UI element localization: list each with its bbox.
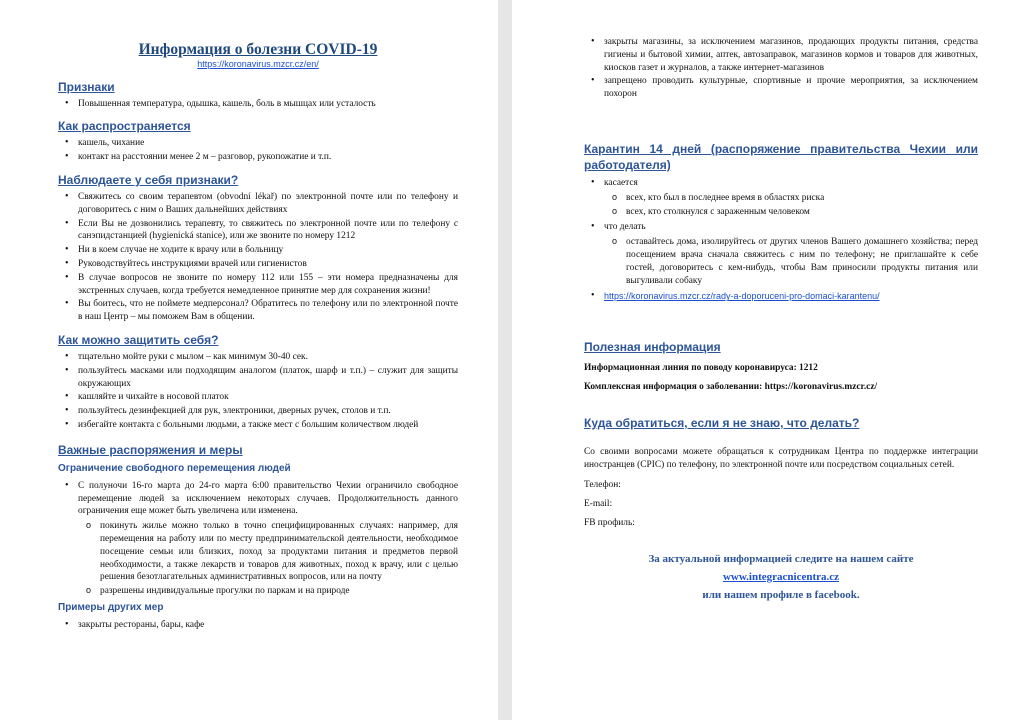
list-item: • Вы боитесь, что не поймете медперсонал? Обратитесь по телефону или по электронной почте в наш Центр – мы поможем Вам в общении. (78, 298, 458, 324)
other-measures-subheading: Примеры других мер (58, 601, 164, 613)
protect-heading: Как можно защитить себя? (58, 332, 219, 347)
concerns-list (604, 192, 978, 219)
protect-list (58, 351, 458, 432)
where-to-turn-heading: Куда обратиться, если я не знаю, что делать? (584, 415, 860, 430)
useful-info-heading: Полезная информация (584, 340, 721, 355)
list-item: • закрыты магазины, за исключением магазинов, продающих продукты питания, средства гигиены и бытовой химии, аптек, автозаправок, магазинов кормов и товаров для животных, киосков газет и журналов, а также интернет-магазинов (604, 36, 978, 74)
restriction-text: С полуночи 16-го марта до 24-го марта 6:00 правительство Чехии ограничило свободное перемещение людей за исключением некоторых случаев. Продолжительность данного ограничения еще может быть увеличена или изменена. (78, 480, 458, 517)
observe-list (58, 191, 458, 324)
footer-line-1: За актуальной информацией следите на нашем сайте (648, 552, 914, 565)
list-item: o покинуть жилье можно только в точно специфицированных случаях: например, для перемещения на работу или по месту предпринимательской деятельности, необходимое посещение семьи или близких, поход за продуктами питания и предметов первой необходимости, а также лекарств и товаров для животных, поход к врачу, или с целью решения безотлагательных административных вопросов, или на почту (100, 520, 458, 584)
list-item: • Если Вы не дозвонились терапевту, то свяжитесь по электронной почте или по телефону с санэпидстанцией (hygienická stanice), или же звоните по номеру 1212 (78, 218, 458, 244)
list-item: o всех, кто столкнулся с зараженным человеком (626, 206, 978, 219)
observe-heading: Наблюдаете у себя признаки? (58, 172, 239, 187)
examples-list-continued (584, 36, 978, 101)
measures-heading: Важные распоряжения и меры (58, 442, 243, 457)
list-item (604, 290, 978, 304)
quarantine-list (584, 177, 978, 304)
list-item (604, 177, 978, 218)
list-item (604, 221, 978, 287)
website-link[interactable]: www.integracnicentra.cz (722, 570, 840, 583)
document-title: Информация о болезни COVID-19 (138, 41, 378, 58)
todo-label: что делать (604, 222, 646, 233)
list-item: • В случае вопросов не звоните по номеру 112 или 155 – эти номера предназначены для экстренных случаев, когда требуется немедленное принятие мер для сохранения жизни! (78, 272, 458, 298)
document-page-1 (0, 0, 498, 720)
list-item: o всех, кто был в последнее время в областях риска (626, 192, 978, 205)
exceptions-list (78, 520, 458, 598)
list-item: • пользуйтесь масками или подходящим аналогом (платок, шарф и т.п.) – служит для защиты окружающих (78, 365, 458, 391)
info-comprehensive: Комплексная информация о заболевании: https://koronavirus.mzcr.cz/ (584, 381, 878, 392)
list-item: • Руководствуйтесь инструкциями врачей или гигиенистов (78, 258, 458, 271)
list-item: • Ни в коем случае не ходите к врачу или в больницу (78, 244, 458, 257)
list-item: • запрещено проводить культурные, спортивные и прочие мероприятия, за исключением похорон (604, 75, 978, 101)
signs-list (58, 98, 458, 111)
list-item: • кашляйте и чихайте в носовой платок (78, 391, 458, 404)
quarantine-heading: Карантин 14 дней (распоряжение правительства Чехии или работодателя) (584, 141, 978, 172)
list-item: • закрыты рестораны, бары, кафе (78, 619, 458, 632)
footer-note (584, 550, 978, 604)
contact-description: Со своими вопросами можете обращаться к сотрудникам Центра по поддержке интеграции иностранцев (CPIC) по телефону, по электронной почте или посредством социальных сетей. (584, 446, 978, 470)
list-item (78, 480, 458, 598)
list-item: o оставайтесь дома, изолируйтесь от других членов Вашего домашнего хозяйства; перед посещением врача сначала свяжитесь с ним по телефону; не приглашайте к себе гостей, договоритесь с кем-нибудь, чтобы Вам приносили продукты питания или выгуливали собаку (626, 236, 978, 287)
list-item: • тщательно мойте руки с мылом – как минимум 30-40 сек. (78, 351, 458, 364)
list-item: • Свяжитесь со своим терапевтом (obvodní lékař) по электронной почте или по телефону и договоритесь с ним о Ваших дальнейших действиях (78, 191, 458, 217)
footer-line-3: или нашем профиле в facebook. (702, 588, 860, 601)
list-item: • пользуйтесь дезинфекцией для рук, электроники, дверных ручек, столов и т.п. (78, 405, 458, 418)
list-item: • кашель, чихание (78, 137, 458, 150)
concerns-label: касается (604, 177, 638, 188)
list-item: o разрешены индивидуальные прогулки по паркам и на природе (100, 585, 458, 598)
fb-profile-label: FB профиль: (584, 517, 635, 528)
spread-list (58, 137, 458, 164)
todo-list (604, 236, 978, 287)
info-line: Информационная линия по поводу коронавируса: 1212 (584, 363, 818, 374)
document-page-2 (512, 0, 1024, 720)
list-item: • избегайте контакта с больными людьми, а также мест с большим количеством людей (78, 419, 458, 432)
examples-list (58, 619, 458, 632)
restriction-list (58, 480, 458, 598)
movement-restriction-subheading: Ограничение свободного перемещения людей (58, 462, 291, 474)
email-label: E-mail: (584, 499, 613, 510)
source-link[interactable]: https://koronavirus.mzcr.cz/en/ (197, 58, 319, 69)
signs-heading: Признаки (58, 79, 115, 94)
phone-label: Телефон: (584, 480, 621, 491)
quarantine-link[interactable]: https://koronavirus.mzcr.cz/rady-a-doporuceni-pro-domaci-karantenu/ (604, 291, 880, 302)
spread-heading: Как распространяется (58, 119, 191, 134)
list-item: • контакт на расстоянии менее 2 м – разговор, рукопожатие и т.п. (78, 151, 458, 164)
list-item: • Повышенная температура, одышка, кашель, боль в мышцах или усталость (78, 98, 458, 111)
